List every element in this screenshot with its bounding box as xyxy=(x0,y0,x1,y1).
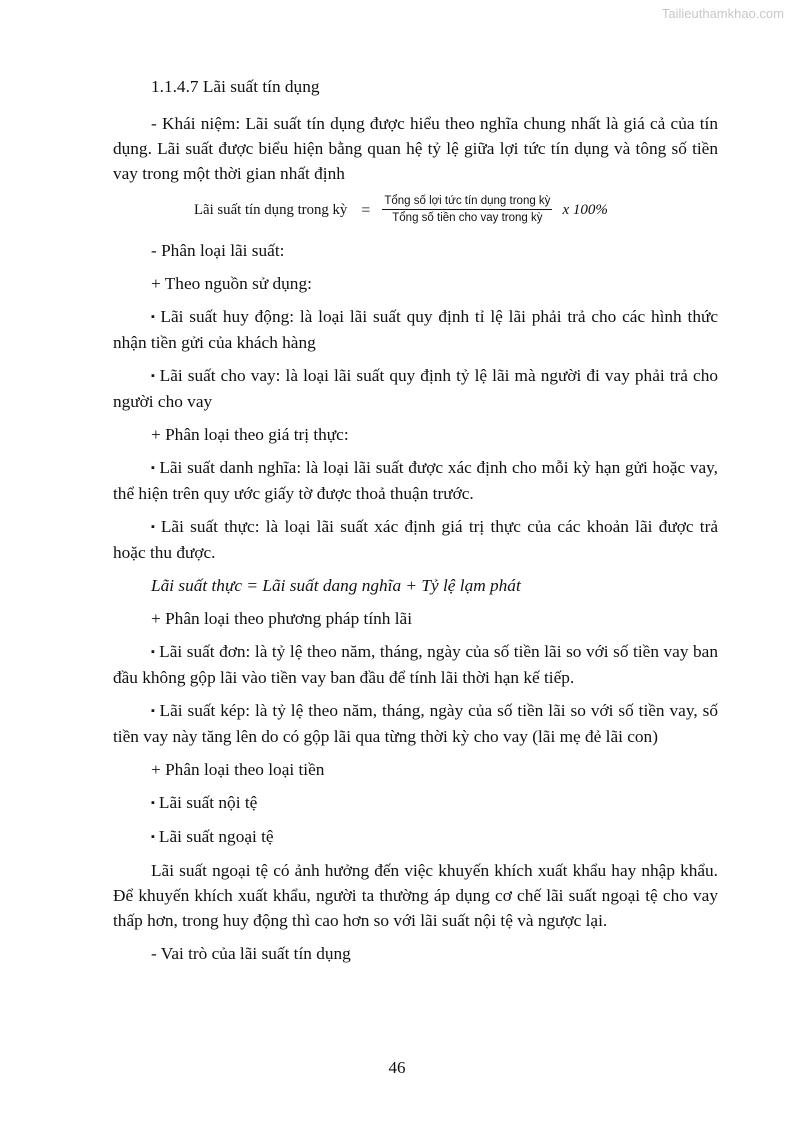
formula-denominator: Tổng số tiền cho vay trong kỳ xyxy=(392,212,543,224)
list-item: ▪ Lãi suất danh nghĩa: là loại lãi suất được xác định cho mỗi kỳ hạn gửi hoặc vay, thể hiện trên quy ước giấy tờ được thoả thuận trước. xyxy=(113,455,718,506)
concept-paragraph: - Khái niệm: Lãi suất tín dụng được hiểu theo nghĩa chung nhất là giá cả của tín dụng. Lãi suất được biểu hiện bằng quan hệ tỷ lệ giữa lợi tức tín dụng và tông số tiền vay trong một thời gian nhất định xyxy=(113,114,718,183)
section-heading: 1.1.4.7 Lãi suất tín dụng xyxy=(151,77,320,96)
by-use-title: + Theo nguồn sử dụng: xyxy=(151,274,312,293)
real-rate-equation: Lãi suất thực = Lãi suất dang nghĩa + Tỷ lệ lạm phát xyxy=(151,576,521,595)
formula-numerator: Tổng số lợi tức tín dụng trong kỳ xyxy=(382,194,552,210)
list-item: ▪ Lãi suất thực: là loại lãi suất xác định giá trị thực của các khoản lãi được trả hoặc thu được. xyxy=(113,514,718,565)
list-item: ▪ Lãi suất kép: là tỷ lệ theo năm, tháng, ngày của số tiền lãi so với số tiền vay, số tiền vay này tăng lên do có gộp lãi qua từng thời kỳ cho vay (lãi mẹ đẻ lãi con) xyxy=(113,698,718,749)
interest-rate-formula xyxy=(194,194,718,226)
formula-equals: = xyxy=(361,201,371,219)
formula-multiplier: x 100% xyxy=(562,201,608,218)
watermark: Tailieuthamkhao.com xyxy=(661,6,784,21)
list-item: ▪ Lãi suất nội tệ xyxy=(113,790,718,816)
classification-heading: - Phân loại lãi suất: xyxy=(151,241,285,260)
list-item: ▪ Lãi suất ngoại tệ xyxy=(113,824,718,850)
by-method-title: + Phân loại theo phương pháp tính lãi xyxy=(151,609,413,628)
formula-lhs: Lãi suất tín dụng trong kỳ xyxy=(194,201,348,218)
by-real-value-title: + Phân loại theo giá trị thực: xyxy=(151,425,349,444)
currency-note: Lãi suất ngoại tệ có ảnh hưởng đến việc khuyến khích xuất khẩu hay nhập khẩu. Để khuyến khích xuất khẩu, người ta thường áp dụng cơ chế lãi suất ngoại tệ cho vay thấp hơn, trong huy động thì cao hơn so với lãi suất nội tệ và ngược lại. xyxy=(113,861,718,930)
list-item: ▪ Lãi suất cho vay: là loại lãi suất quy định tỷ lệ lãi mà người đi vay phải trả cho người cho vay xyxy=(113,363,718,414)
list-item: ▪ Lãi suất huy động: là loại lãi suất quy định tỉ lệ lãi phải trả cho các hình thức nhận tiền gửi của khách hàng xyxy=(113,304,718,355)
role-heading: - Vai trò của lãi suất tín dụng xyxy=(151,944,351,963)
page-number: 46 xyxy=(388,1058,406,1077)
document-body xyxy=(113,74,718,974)
list-item: ▪ Lãi suất đơn: là tỷ lệ theo năm, tháng, ngày của số tiền lãi so với số tiền vay ban đầu không gộp lãi vào tiền vay ban đầu để tính lãi thời hạn kế tiếp. xyxy=(113,639,718,690)
by-currency-title: + Phân loại theo loại tiền xyxy=(151,760,325,779)
formula-fraction xyxy=(382,194,552,226)
